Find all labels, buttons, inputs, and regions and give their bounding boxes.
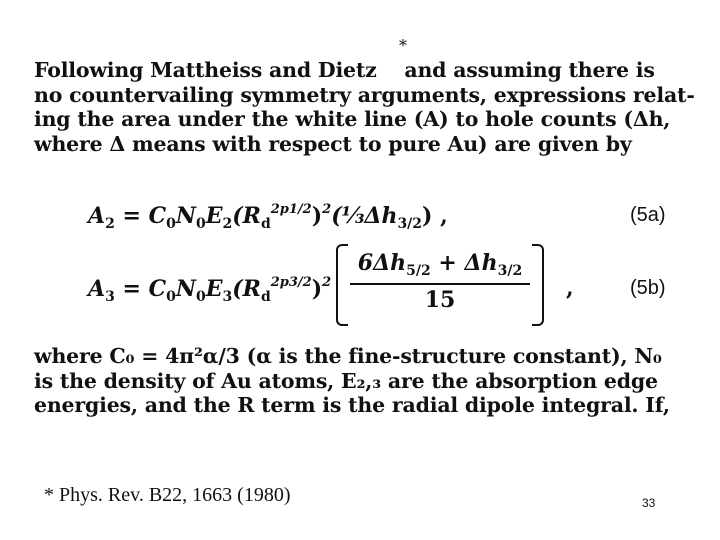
equation-5a: $A_2$ = $C_0N_0E_2(R_d^{2p1/2})^2(\frac{1}{3}\Delta h_{3/2})$ ,: [88, 202, 448, 232]
equation-label-5a: (5a): [630, 204, 666, 226]
text-line: where Δ means with respect to pure Au) are given by: [34, 131, 632, 156]
paragraph-intro: [34, 58, 695, 156]
text-line: ing the area under the white line (A) to hole counts (Δh,: [34, 107, 671, 131]
paragraph-definitions: [34, 344, 680, 418]
fraction-denominator: 15: [424, 287, 456, 313]
fraction-bar: [350, 283, 530, 285]
eq-5b-comma: ,: [566, 275, 574, 301]
footnote-reference: * Phys. Rev. B22, 1663 (1980): [44, 484, 291, 506]
text-line: no countervailing symmetry arguments, expressions relat-: [34, 82, 695, 107]
text-line: is the density of Au atoms, E₂,₃ are the absorption edge: [34, 368, 658, 393]
equation-label-5b: (5b): [630, 277, 666, 299]
text-line: where C₀ = 4π²α/3 (α is the fine-structure constant), N₀: [34, 344, 662, 368]
text-line: energies, and the R term is the radial dipole integral. If,: [34, 393, 670, 417]
page-number: 33: [642, 496, 656, 510]
eq-5a-lhs: A: [88, 203, 106, 229]
left-bracket: [336, 244, 348, 326]
fraction-numerator: $6\Delta h_{5/2} + \Delta h_{3/2}$: [357, 250, 523, 279]
right-bracket: [532, 244, 544, 326]
footnote-marker: *: [399, 36, 407, 55]
eq-5b-lhs: A: [88, 276, 106, 302]
text-line: Following Mattheiss and Dietz and assuming there is: [34, 58, 655, 82]
fraction-5b: [350, 250, 530, 313]
equation-5b: $A_3 = C_0N_0E_3(R_d^{2p3/2})^2$: [88, 275, 332, 305]
